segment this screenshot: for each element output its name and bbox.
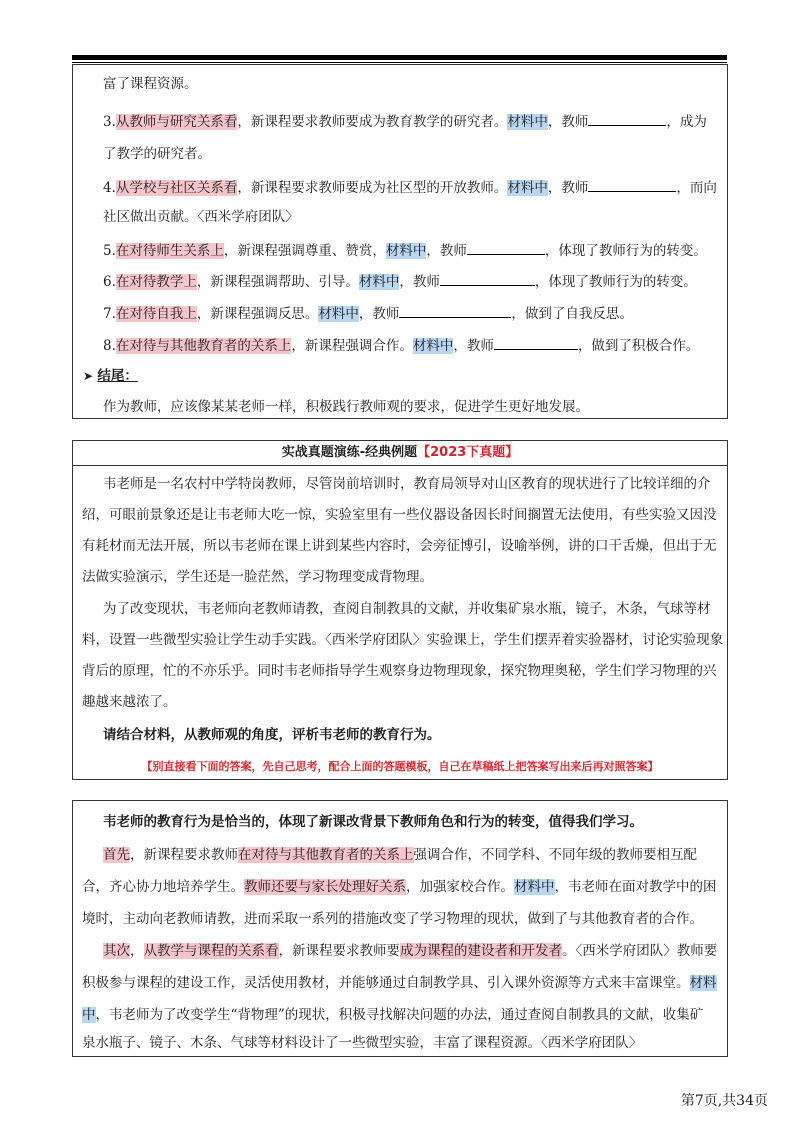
material-line: 法做实验演示，学生还是一脸茫然，学习物理变成背物理。 <box>82 569 433 585</box>
answer-line: 合，齐心协力地培养学生。教师还要与家长处理好关系，加强家校合作。材料中，韦老师在面对教学中的困 <box>82 879 717 895</box>
example-title: 实战真题演练-经典例题【2023下真题】 <box>73 441 727 466</box>
header-rule <box>72 55 727 60</box>
answer-line: 积极参与课程的建设工作，灵活使用教材，并能够通过自制教学具、引入课外资源等方式来丰富课堂。材料 <box>82 975 717 991</box>
answer-blank <box>399 303 511 318</box>
material-line: 绍，可眼前景象还是让韦老师大吃一惊，实验室里有一些仪器设备因长时间搁置无法使用，有些实验又因没 <box>82 507 717 523</box>
material-line: 为了改变现状，韦老师向老教师请教，查阅自制教具的文献，并收集矿泉水瓶，镜子，木条，气球等材 <box>103 601 711 617</box>
page-number: 第7页,共34页 <box>680 1093 768 1109</box>
answer-blank <box>588 111 666 126</box>
answer-line: 首先，新课程要求教师在对待与其他教育者的关系上强调合作，不同学科、不同年级的教师要相互配 <box>103 847 697 863</box>
ending-text: 作为教师，应该像某某老师一样，积极践行教师观的要求，促进学生更好地发展。 <box>103 399 589 415</box>
answer-note: 【别直接看下面的答案，先自己思考，配合上面的答题模板，自己在草稿纸上把答案写出来后再对照答案】 <box>141 760 659 773</box>
material-line: 料，设置一些微型实验让学生动手实践。〈西米学府团队〉实验课上，学生们摆弄着实验器材，讨论实验现象 <box>82 632 724 648</box>
header-rule-thin <box>72 62 727 63</box>
point-5: 5.在对待师生关系上，新课程强调尊重、赞赏，材料中，教师 ，体现了教师行为的转变。 <box>103 240 707 260</box>
answer-blank <box>440 271 535 286</box>
material-line: 韦老师是一名农村中学特岗教师，尽管岗前培训时，教育局领导对山区教育的现状进行了比较详细的介 <box>103 476 711 492</box>
material-line: 有耗材而无法开展，所以韦老师在课上讲到某些内容时，会旁征博引，设喻举例，讲的口干舌燥，但出于无 <box>82 538 717 554</box>
question-text: 请结合材料，从教师观的角度，评析韦老师的教育行为。 <box>103 727 441 743</box>
material-line: 背后的原理，忙的不亦乐乎。同时韦老师指导学生观察身边物理现象，探究物理奥秘，学生们学习物理的兴 <box>82 663 717 679</box>
text-line: 社区做出贡献。〈西米学府团队〉 <box>103 209 299 225</box>
answer-line: 中，韦老师为了改变学生“背物理”的现状，积极寻找解决问题的办法，通过查阅自制教具的文献，收集矿 <box>82 1007 704 1023</box>
answer-blank <box>494 335 578 350</box>
answer-line: 其次，从教学与课程的关系看，新课程要求教师要成为课程的建设者和开发者。〈西米学府团队〉教师要 <box>103 943 718 959</box>
point-7: 7.在对待自我上，新课程强调反思。材料中，教师 ，做到了自我反思。 <box>103 303 633 323</box>
template-box <box>72 64 728 419</box>
point-3: 3.从教师与研究关系看，新课程要求教师要成为教育教学的研究者。材料中，教师 ，成为 <box>103 111 707 131</box>
example-box <box>72 440 728 780</box>
point-8: 8.在对待与其他教育者的关系上，新课程强调合作。材料中，教师 ，做到了积极合作。 <box>103 335 699 355</box>
text-line: 了教学的研究者。 <box>103 146 211 162</box>
material-line: 趣越来越浓了。 <box>82 694 177 710</box>
point-4: 4.从学校与社区关系看，新课程要求教师要成为社区型的开放教师。材料中，教师 ，而向 <box>103 177 717 197</box>
answer-line: 泉水瓶子、镜子、木条、气球等材料设计了一些微型实验，丰富了课程资源。〈西米学府团队〉 <box>82 1035 643 1051</box>
point-6: 6.在对待教学上，新课程强调帮助、引导。材料中，教师 ，体现了教师行为的转变。 <box>103 271 697 291</box>
answer-blank <box>467 240 545 255</box>
text-line: 富了课程资源。 <box>103 76 198 92</box>
answer-box <box>72 800 728 1057</box>
answer-line: 境时，主动向老教师请教，进而采取一系列的措施改变了学习物理的现状，做到了与其他教育者的合作。 <box>82 911 703 927</box>
answer-blank <box>588 177 676 192</box>
arrow-bullet-icon: ➤ <box>83 369 94 383</box>
answer-lead: 韦老师的教育行为是恰当的，体现了新课改背景下教师角色和行为的转变，值得我们学习。 <box>103 814 643 830</box>
ending-heading: ➤ 结尾： <box>83 368 138 384</box>
